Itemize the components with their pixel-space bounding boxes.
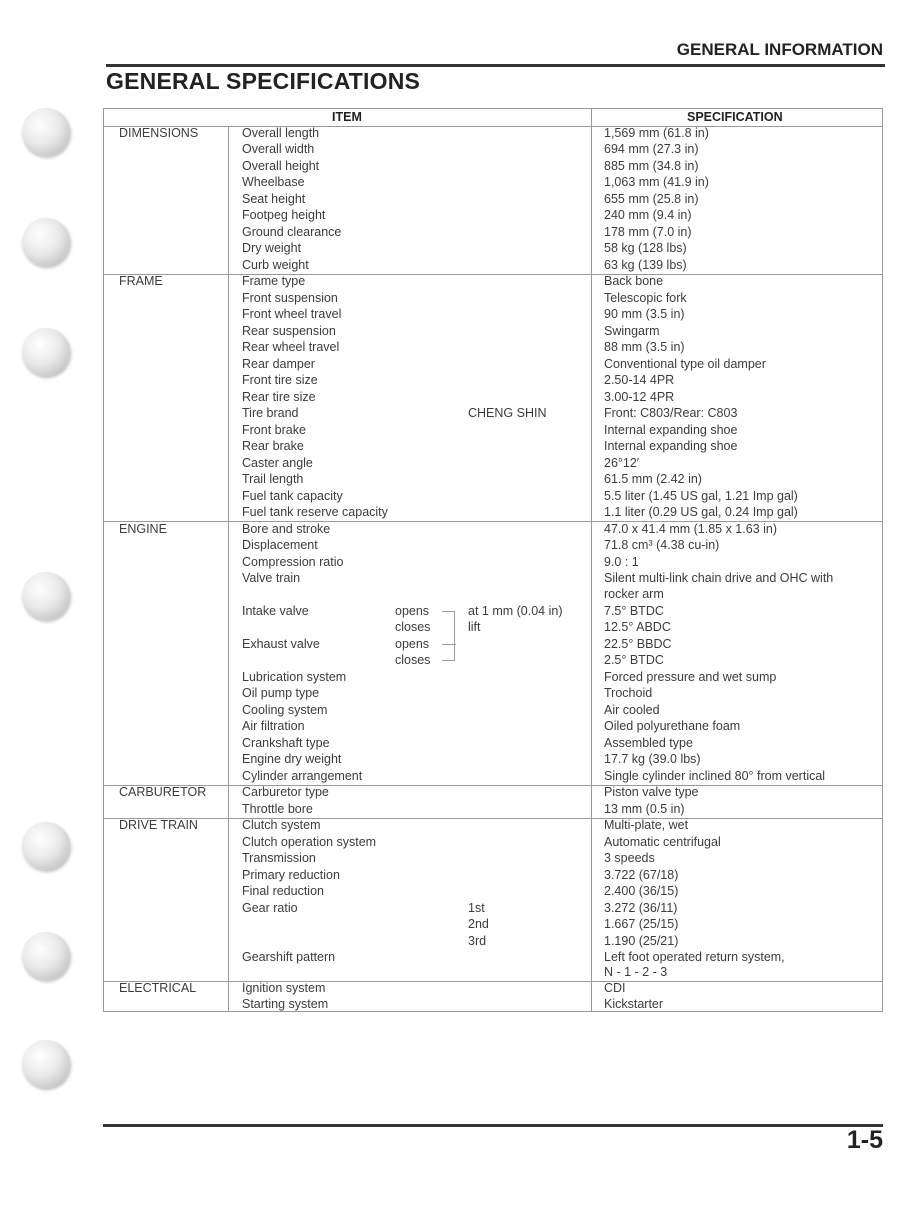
- gear-label: 1st: [468, 901, 485, 915]
- spec-value: 5.5 liter (1.45 US gal, 1.21 Imp gal): [604, 489, 798, 503]
- column-header-spec: SPECIFICATION: [687, 110, 783, 124]
- gear-label: 2nd: [468, 917, 489, 931]
- page-number: 1-5: [846, 1126, 883, 1154]
- column-divider-item: [228, 127, 229, 1011]
- spec-table: [103, 108, 883, 1012]
- spec-value: Silent multi-link chain drive and OHC with: [604, 571, 834, 585]
- item-label: Front brake: [242, 423, 306, 437]
- column-divider-spec: [591, 109, 592, 1011]
- item-label: Cooling system: [242, 703, 328, 717]
- item-label: Final reduction: [242, 884, 324, 898]
- category-carburetor: CARBURETOR: [119, 785, 207, 799]
- column-header-item: ITEM: [332, 110, 362, 124]
- row-divider: [104, 274, 882, 275]
- spec-value: Automatic centrifugal: [604, 835, 721, 849]
- item-label: Transmission: [242, 851, 316, 865]
- item-label: Air filtration: [242, 719, 305, 733]
- item-label: Wheelbase: [242, 175, 305, 189]
- item-label: Overall height: [242, 159, 320, 173]
- spec-value: 90 mm (3.5 in): [604, 307, 685, 321]
- spec-value: 22.5° BBDC: [604, 637, 672, 651]
- spec-value: 13 mm (0.5 in): [604, 802, 685, 816]
- item-label: Ignition system: [242, 981, 326, 995]
- item-label: Primary reduction: [242, 868, 340, 882]
- section-header: GENERAL INFORMATION: [676, 40, 883, 59]
- spec-value: 694 mm (27.3 in): [604, 142, 699, 156]
- item-label: Ground clearance: [242, 225, 342, 239]
- spec-value: Left foot operated return system,: [604, 950, 785, 964]
- spec-value: 655 mm (25.8 in): [604, 192, 699, 206]
- tire-brand-note: CHENG SHIN: [468, 406, 547, 420]
- spec-value: 88 mm (3.5 in): [604, 340, 685, 354]
- spec-value: 1.1 liter (0.29 US gal, 0.24 Imp gal): [604, 505, 798, 519]
- item-label: Rear brake: [242, 439, 304, 453]
- item-label: Caster angle: [242, 456, 313, 470]
- binder-hole-1: [22, 108, 70, 156]
- spec-value: Forced pressure and wet sump: [604, 670, 777, 684]
- footer-rule: [103, 1124, 883, 1127]
- spec-value: Multi-plate, wet: [604, 818, 689, 832]
- lift-note: at 1 mm (0.04 in): [468, 604, 563, 618]
- item-label: Clutch operation system: [242, 835, 377, 849]
- item-label: Rear tire size: [242, 390, 316, 404]
- page-title: GENERAL SPECIFICATIONS: [106, 68, 421, 94]
- spec-value: 26°12′: [604, 456, 640, 470]
- spec-value: 12.5° ABDC: [604, 620, 671, 634]
- spec-value: 63 kg (139 lbs): [604, 258, 687, 272]
- item-label: Throttle bore: [242, 802, 313, 816]
- item-label: Overall length: [242, 126, 320, 140]
- row-divider: [104, 818, 882, 819]
- item-label: Clutch system: [242, 818, 321, 832]
- item-label: Frame type: [242, 274, 306, 288]
- item-label: Carburetor type: [242, 785, 329, 799]
- row-divider: [104, 785, 882, 786]
- spec-value: Air cooled: [604, 703, 660, 717]
- header-rule: [106, 64, 885, 67]
- item-label: Gear ratio: [242, 901, 298, 915]
- item-label: Front suspension: [242, 291, 338, 305]
- valve-bracket-tick: [442, 644, 456, 645]
- spec-value: Back bone: [604, 274, 664, 288]
- item-label: Crankshaft type: [242, 736, 330, 750]
- item-label: Exhaust valve: [242, 637, 320, 651]
- item-label: Valve train: [242, 571, 301, 585]
- spec-value: Swingarm: [604, 324, 660, 338]
- category-drive-train: DRIVE TRAIN: [119, 818, 198, 832]
- item-label: Rear suspension: [242, 324, 336, 338]
- spec-value: 1,063 mm (41.9 in): [604, 175, 709, 189]
- spec-value: 61.5 mm (2.42 in): [604, 472, 702, 486]
- item-label: Front tire size: [242, 373, 318, 387]
- item-label: Intake valve: [242, 604, 309, 618]
- category-dimensions: DIMENSIONS: [119, 126, 199, 140]
- item-label: Rear wheel travel: [242, 340, 340, 354]
- item-label: Fuel tank reserve capacity: [242, 505, 388, 519]
- item-label: Dry weight: [242, 241, 302, 255]
- spec-value: 1,569 mm (61.8 in): [604, 126, 709, 140]
- item-label: Trail length: [242, 472, 304, 486]
- binder-hole-2: [22, 218, 70, 266]
- closes-label: closes: [395, 653, 431, 667]
- spec-value: 3.722 (67/18): [604, 868, 679, 882]
- spec-value: 3 speeds: [604, 851, 655, 865]
- binder-hole-5: [22, 822, 70, 870]
- spec-value: 2.5° BTDC: [604, 653, 664, 667]
- spec-value: 885 mm (34.8 in): [604, 159, 699, 173]
- spec-value: 1.190 (25/21): [604, 934, 679, 948]
- item-label: Fuel tank capacity: [242, 489, 343, 503]
- spec-value: 58 kg (128 lbs): [604, 241, 687, 255]
- spec-value: Single cylinder inclined 80° from vertical: [604, 769, 826, 783]
- item-label: Compression ratio: [242, 555, 344, 569]
- spec-value: 2.50-14 4PR: [604, 373, 675, 387]
- item-label: Overall width: [242, 142, 315, 156]
- spec-value: 47.0 x 41.4 mm (1.85 x 1.63 in): [604, 522, 778, 536]
- spec-value: N - 1 - 2 - 3: [604, 965, 668, 979]
- item-label: Engine dry weight: [242, 752, 342, 766]
- category-electrical: ELECTRICAL: [119, 981, 197, 995]
- spec-value: 1.667 (25/15): [604, 917, 679, 931]
- spec-value: 3.00-12 4PR: [604, 390, 675, 404]
- item-label: Footpeg height: [242, 208, 326, 222]
- item-label: Bore and stroke: [242, 522, 331, 536]
- row-divider: [104, 981, 882, 982]
- closes-label: closes: [395, 620, 431, 634]
- spec-value: Kickstarter: [604, 997, 664, 1011]
- spec-value: Internal expanding shoe: [604, 439, 738, 453]
- spec-value: 7.5° BTDC: [604, 604, 664, 618]
- category-engine: ENGINE: [119, 522, 167, 536]
- spec-value: 178 mm (7.0 in): [604, 225, 692, 239]
- gear-label: 3rd: [468, 934, 487, 948]
- spec-value: Front: C803/Rear: C803: [604, 406, 738, 420]
- item-label: Oil pump type: [242, 686, 320, 700]
- spec-value: rocker arm: [604, 587, 664, 601]
- binder-hole-4: [22, 572, 70, 620]
- spec-value: 2.400 (36/15): [604, 884, 679, 898]
- row-divider: [104, 126, 882, 127]
- spec-value: CDI: [604, 981, 626, 995]
- item-label: Tire brand: [242, 406, 299, 420]
- item-label: Rear damper: [242, 357, 315, 371]
- item-label: Gearshift pattern: [242, 950, 336, 964]
- spec-value: Oiled polyurethane foam: [604, 719, 741, 733]
- opens-label: opens: [395, 637, 430, 651]
- spec-value: Internal expanding shoe: [604, 423, 738, 437]
- binder-hole-7: [22, 1040, 70, 1088]
- spec-value: 71.8 cm³ (4.38 cu-in): [604, 538, 720, 552]
- spec-value: Trochoid: [604, 686, 653, 700]
- item-label: Curb weight: [242, 258, 309, 272]
- binder-hole-3: [22, 328, 70, 376]
- item-label: Lubrication system: [242, 670, 347, 684]
- item-label: Front wheel travel: [242, 307, 342, 321]
- item-label: Seat height: [242, 192, 306, 206]
- item-label: Displacement: [242, 538, 318, 552]
- spec-value: Telescopic fork: [604, 291, 687, 305]
- item-label: Starting system: [242, 997, 329, 1011]
- binder-hole-6: [22, 932, 70, 980]
- spec-value: Assembled type: [604, 736, 693, 750]
- opens-label: opens: [395, 604, 430, 618]
- spec-value: Piston valve type: [604, 785, 699, 799]
- valve-bracket: [442, 611, 455, 628]
- spec-value: 3.272 (36/11): [604, 901, 678, 915]
- spec-value: 9.0 : 1: [604, 555, 639, 569]
- category-frame: FRAME: [119, 274, 163, 288]
- item-label: Cylinder arrangement: [242, 769, 363, 783]
- spec-value: 240 mm (9.4 in): [604, 208, 692, 222]
- lift-note: lift: [468, 620, 481, 634]
- spec-value: 17.7 kg (39.0 lbs): [604, 752, 701, 766]
- spec-value: Conventional type oil damper: [604, 357, 766, 371]
